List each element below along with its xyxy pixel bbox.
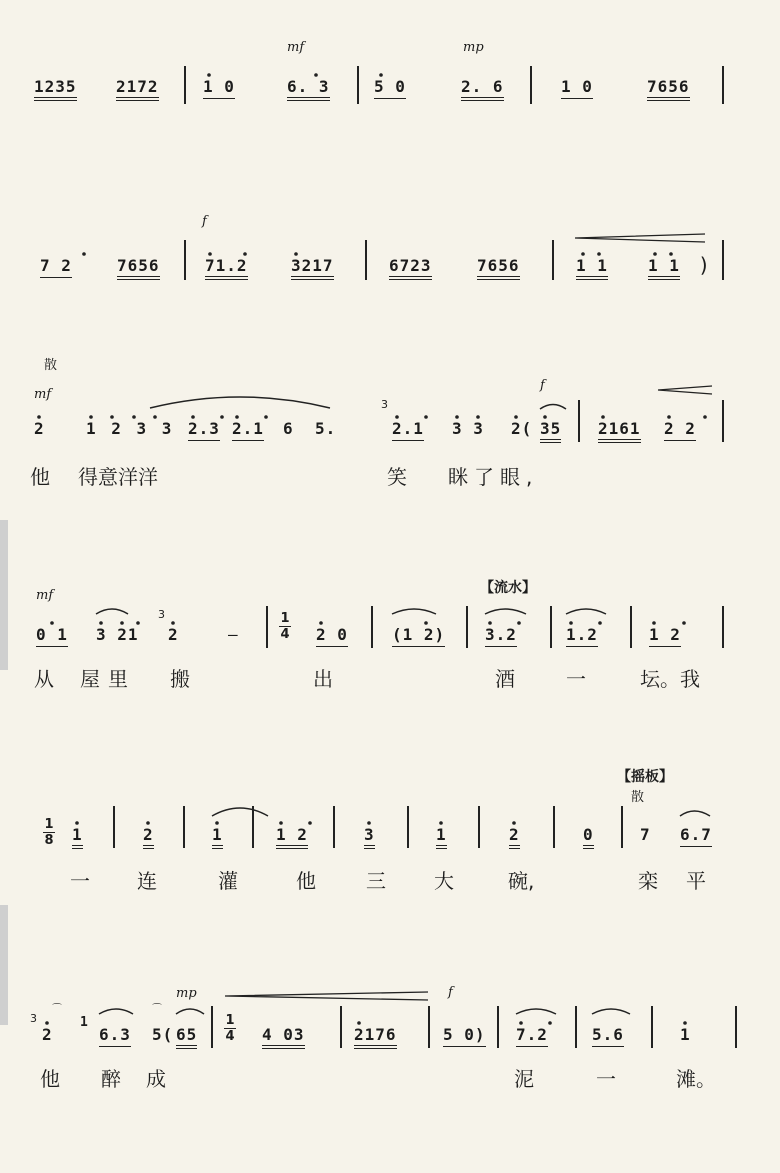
note-group: 5.6: [592, 1026, 624, 1047]
lyric: 一: [596, 1067, 616, 1091]
bar-line: [722, 66, 724, 104]
note-group: 1: [436, 826, 447, 849]
note-group: 2: [42, 1025, 53, 1044]
lyric: 一: [70, 869, 90, 893]
lyric: 醉: [101, 1067, 121, 1091]
bar-line: [621, 806, 623, 848]
note-group: 2: [34, 419, 45, 438]
bar-line: [371, 606, 373, 648]
note-group: 4 03: [262, 1026, 305, 1049]
time-signature-bottom: 8: [44, 833, 54, 848]
note-group: 1 0: [561, 78, 593, 99]
note-group: 6: [283, 419, 294, 438]
note-group: 7: [640, 825, 651, 844]
note-group: 6.7: [680, 826, 712, 847]
lyric: 成: [146, 1067, 166, 1091]
time-signature-bottom: 4: [280, 627, 290, 642]
dynamic-mp: mp: [176, 986, 197, 1001]
lyric: 眯了眼,: [448, 465, 539, 489]
slurs: [96, 397, 710, 1014]
note-group: 2. 6: [461, 78, 504, 101]
note-group: 1 1: [576, 257, 608, 280]
bar-line: [211, 1006, 213, 1048]
bar-line: [530, 66, 532, 104]
dynamic-mf: mf: [34, 387, 52, 402]
note-group: 1: [72, 826, 83, 849]
note-group: 5(: [152, 1025, 174, 1044]
lyric: 得意洋洋: [78, 465, 158, 489]
note-group: 6.3: [99, 1026, 131, 1047]
bar-line: [497, 1006, 499, 1048]
note-group: 1 2: [276, 826, 308, 849]
note-group: 3: [364, 826, 375, 849]
time-signature-top: 1: [280, 611, 290, 626]
grace-note: 3: [30, 1012, 37, 1025]
bar-line: [357, 66, 359, 104]
bar-line: [340, 1006, 342, 1048]
lyric: 泥: [514, 1067, 534, 1091]
lyric: 他: [296, 869, 316, 893]
note-group: 1235: [34, 78, 77, 101]
note-group: 65: [176, 1026, 197, 1049]
time-signature: [279, 612, 291, 641]
lyric: 搬: [170, 667, 190, 691]
bar-line: [184, 66, 186, 104]
lyric: 笑: [387, 465, 407, 489]
note-group: 7656: [477, 257, 520, 280]
bar-line: [651, 1006, 653, 1048]
note-group: 2.1: [392, 420, 424, 441]
note-group: 2 0: [316, 626, 348, 647]
bar-line: [333, 806, 335, 848]
lyric: 酒: [495, 667, 515, 691]
note-group: 2.3: [188, 420, 220, 441]
note-group: 1: [80, 1015, 89, 1030]
note-group: (1 2): [392, 626, 445, 647]
note-group: 0: [583, 826, 594, 849]
bar-line: [407, 806, 409, 848]
bar-line: [553, 806, 555, 848]
bar-line: [252, 806, 254, 848]
time-signature-top: 1: [225, 1013, 235, 1028]
note-group: 0 1: [36, 626, 68, 647]
time-signature-top: 1: [44, 817, 54, 832]
note-group: 2(: [511, 419, 533, 438]
scan-edge: [0, 520, 8, 670]
svg-text:⌒: ⌒: [52, 1004, 62, 1015]
lyric: 坛。我: [640, 667, 700, 691]
note-group: 2: [168, 625, 179, 644]
note-group: 35: [540, 420, 561, 443]
note-group: 2: [509, 826, 520, 849]
note-group: 1: [212, 826, 223, 849]
note-group: 7 2: [40, 257, 72, 278]
note-group: 7656: [117, 257, 160, 280]
note-group: 1 2 3 3: [86, 419, 173, 438]
note-group: 1.2: [566, 626, 598, 647]
bar-line: [722, 606, 724, 648]
fermata-marks: [52, 1003, 162, 1015]
bar-line: [365, 240, 367, 280]
bar-line: [183, 806, 185, 848]
lyric: 三: [366, 869, 386, 893]
note-group: 7.2: [516, 1026, 548, 1047]
close-paren: ): [698, 253, 712, 277]
note-group: 2: [143, 826, 154, 849]
bar-line: [550, 606, 552, 648]
lyric: 灌: [218, 869, 238, 893]
bar-line: [428, 1006, 430, 1048]
note-group: 2161: [598, 420, 641, 443]
bar-line: [578, 400, 580, 442]
note-group: 1 0: [203, 78, 235, 99]
bar-line: [113, 806, 115, 848]
note-group: 3 3: [452, 419, 484, 438]
lyric: 碗,: [508, 869, 535, 893]
bar-line: [722, 240, 724, 280]
scan-edge: [0, 905, 8, 1025]
dynamic-mp: mp: [463, 40, 484, 55]
bar-line: [722, 400, 724, 442]
grace-note: 3: [158, 608, 165, 621]
note-group: 6. 3: [287, 78, 330, 101]
dynamic-f: f: [202, 214, 207, 229]
note-group: 3 21: [96, 625, 139, 644]
note-group: 7656: [647, 78, 690, 101]
note-group: 5.: [315, 419, 337, 438]
note-group: 3.2: [485, 626, 517, 647]
note-group: 2172: [116, 78, 159, 101]
dynamic-f: f: [448, 985, 453, 1000]
note-group: 6723: [389, 257, 432, 280]
note-group: 2 2: [664, 420, 696, 441]
note-group: 3217: [291, 257, 334, 280]
bar-line: [466, 606, 468, 648]
bar-line: [552, 240, 554, 280]
section-label: 【摇板】: [617, 769, 673, 785]
note-group: 71.2: [205, 257, 248, 280]
time-signature-bottom: 4: [225, 1029, 235, 1044]
lyric: 出: [313, 667, 333, 691]
lyric: 他: [40, 1067, 60, 1091]
dynamic-mf: mf: [287, 40, 305, 55]
note-group: 1 2: [649, 626, 681, 647]
lyric: 屋里: [80, 667, 136, 691]
lyric: 一: [566, 667, 586, 691]
note-group: 5 0): [443, 1026, 486, 1047]
dynamic-mf: mf: [36, 588, 54, 603]
lyric: 平: [686, 869, 706, 893]
lyric: 连: [137, 869, 157, 893]
tempo-marking: 散: [631, 790, 645, 805]
note-group: 5 0: [374, 78, 406, 99]
dynamic-f: f: [540, 378, 545, 393]
dash: —: [228, 625, 239, 644]
note-group: 2.1: [232, 420, 264, 441]
grace-note: 3: [381, 398, 388, 411]
time-signature: [43, 818, 55, 847]
bar-line: [266, 606, 268, 648]
tempo-marking: 散: [44, 358, 58, 373]
bar-line: [630, 606, 632, 648]
lyric: 他: [30, 465, 50, 489]
lyric: 大: [434, 869, 454, 893]
lyric: 栾: [638, 869, 658, 893]
note-group: 1: [680, 1025, 691, 1044]
note-group: 1 1: [648, 257, 680, 280]
lyric: 从: [34, 667, 54, 691]
bar-line: [184, 240, 186, 280]
time-signature: [224, 1014, 236, 1043]
lyric: 滩。: [676, 1067, 716, 1091]
bar-line: [478, 806, 480, 848]
svg-text:⌒: ⌒: [152, 1004, 162, 1015]
bar-line: [575, 1006, 577, 1048]
note-group: 2176: [354, 1026, 397, 1049]
section-label: 【流水】: [480, 580, 536, 596]
bar-line: [735, 1006, 737, 1048]
